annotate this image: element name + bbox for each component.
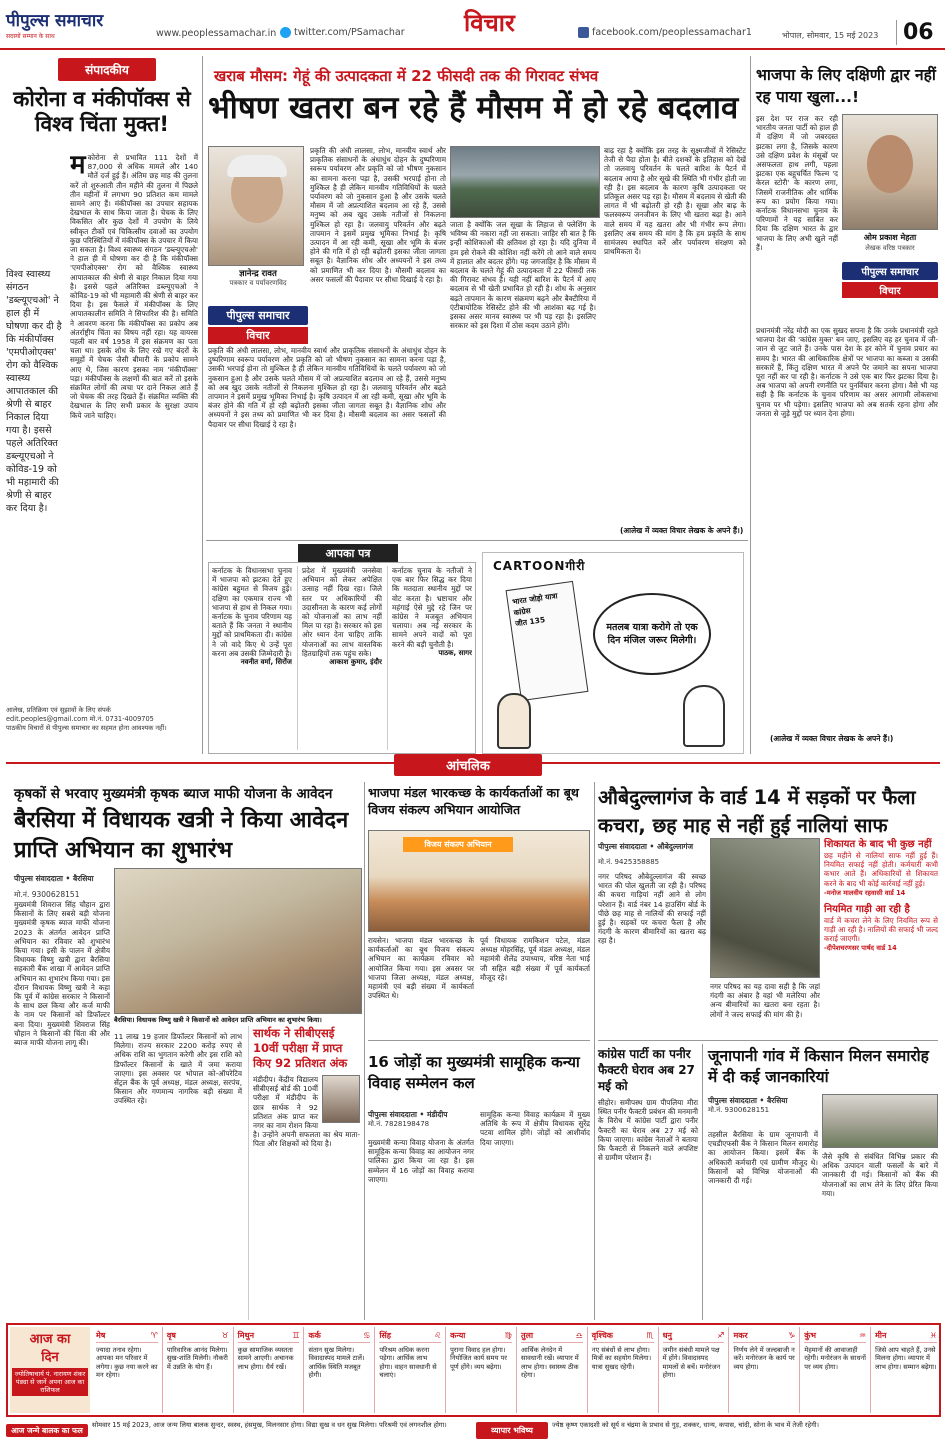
birthday-text: सोमवार 15 मई 2023, आज जन्म लिया बालक सुन्दर, स्वस्थ, हंसमुख, मिलनसार होगा। विद्या सुख व धन सुख मिलेगा। परिश्रमी एवं लगनशील होगा। bbox=[92, 1421, 447, 1429]
facebook-icon bbox=[578, 27, 589, 38]
cartoon-speech: मतलब यात्रा करोगे तो एक दिन मंजिल जरूर मिलेगी। bbox=[606, 622, 698, 646]
cartoon-header: CARTOONगीरी bbox=[493, 559, 586, 573]
right-logo-box bbox=[842, 262, 938, 298]
sign-name: मेष bbox=[96, 1331, 106, 1340]
sign-text: जमीन संबंधी मामले पक्ष में होंगे। विवादास्पद मामलों से बचें। मनोरंजन होगा। bbox=[662, 1346, 721, 1380]
sign-icon: ♉ bbox=[221, 1331, 229, 1340]
cartoon-paper bbox=[506, 581, 589, 701]
twitter-handle[interactable] bbox=[280, 27, 405, 38]
sign-icon: ♈ bbox=[150, 1331, 158, 1340]
section-title: विचार bbox=[464, 9, 515, 37]
sign-name: मिथुन bbox=[237, 1331, 255, 1340]
divider bbox=[750, 56, 751, 754]
divider bbox=[598, 1040, 938, 1041]
story5-byline: पीपुल्स संवाददाता • मंडीदीप bbox=[368, 1110, 448, 1119]
letter-2 bbox=[297, 566, 382, 750]
editorial-footer-contact: आलेख, प्रतिक्रिया एवं सुझावों के लिए संपर्क bbox=[6, 706, 111, 714]
story5-col1-text: मुख्यमंत्री कन्या विवाह योजना के अंतर्गत सामूहिक कन्या विवाह का आयोजन नगर पालिका द्वारा किया जा रहा है। इस सम्मेलन में 16 जोड़ों का विवाह कराया जाएगा। bbox=[368, 1138, 474, 1184]
story7-byline: पीपुल्स संवाददाता • बैरसिया bbox=[708, 1096, 788, 1105]
story3-photo-quote-author: -मनोज मालवीय रहवासी वार्ड 14 bbox=[824, 888, 906, 897]
story4-title: सार्थक ने सीबीएसई 10वीं परीक्षा में प्राप्त किए 92 प्रतिशत अंक bbox=[253, 1026, 348, 1070]
sign-text: जिसे आप चाहते हैं, उनसे मिलना होगा। व्यापार में लाभ होगा। सम्मान बढ़ेगा। bbox=[875, 1346, 937, 1371]
story1-mobile: मो.नं. 9300628151 bbox=[14, 890, 80, 899]
logo-text: पीपुल्स समाचार bbox=[6, 11, 104, 31]
sign-name: कर्क bbox=[308, 1331, 321, 1340]
story5-byline-box bbox=[368, 1110, 474, 1129]
divider bbox=[206, 540, 748, 541]
cartoon bbox=[482, 552, 744, 754]
story6-title: कांग्रेस पार्टी का पनीर फैक्टरी घेराव अब 27 मई को bbox=[598, 1047, 695, 1093]
letter-1 bbox=[212, 566, 292, 750]
story2-photo bbox=[368, 830, 590, 932]
sign-text: पुराना विवाद हल होगा। नियोजित कार्य समय पर पूर्ण होंगे। व्यय बढ़ेगा। bbox=[450, 1346, 507, 1371]
story3-byline-box bbox=[598, 842, 706, 867]
story3-photo bbox=[710, 838, 820, 978]
lead-col1 bbox=[310, 146, 446, 296]
sign-text: मेहमानों की आवाजाही रहेगी। मनोरंजन के साधनों पर व्यय होगा। bbox=[804, 1346, 866, 1371]
editorial-pullquote: विश्व स्वास्थ्य संगठन 'डब्ल्यूएचओ' ने हाल ही में घोषणा कर दी है कि मंकीपॉक्स 'एमपीओएक्स' रोग को वैश्विक स्वास्थ्य आपातकाल की श्रेणी से बाहर निकाल दिया गया है। इससे पहले अतिरिक्त डब्ल्यूएचओ ने कोविड-19 को भी महामारी की श्रेणी से बाहर कर दिया है। bbox=[6, 269, 62, 514]
horoscope-sign bbox=[517, 1327, 588, 1413]
story4-body: मंडीदीप। केंद्रीय विद्यालय सीबीएसई बोर्ड की 10वीं परीक्षा में मंडीदीप के छात्र सार्थक ने 92 प्रतिशत अंक प्राप्त कर नगर का नाम रोशन किया है। उन्होंने अपनी सफलता का श्रेय माता-पिता और शिक्षकों को दिया है। bbox=[253, 1075, 360, 1149]
story3-col1 bbox=[598, 872, 706, 994]
sign-text: ज्यादा तनाव रहेगा। आपका मन परिवार में लगेगा। कुछ नया करने का मन रहेगा। bbox=[96, 1346, 158, 1380]
story7-col1 bbox=[708, 1130, 818, 1320]
website[interactable]: www.peoplessamachar.in bbox=[156, 28, 277, 39]
story2-title: भाजपा मंडल भारकच्छ के कार्यकर्ताओं का बूथ विजय संकल्प अभियान आयोजित bbox=[368, 785, 579, 817]
story1-col1-text: मुख्यमंत्री शिवराज सिंह चौहान द्वारा किसानों के लिए सबसे बड़ी योजना मुख्यमंत्री कृषक ब्याज माफी योजना 2023 के अंतर्गत आवेदन प्राप्ति अभियान का रविवार को शुभारंभ किया गया। इसी के पालन में क्षेत्रीय विधायक विष्णु खत्री द्वारा बैरसिया सहकारी बैंक शाखा में आवेदन प्राप्ति अभियान का शुभारंभ किया गया। इस दौरान विधायक विष्णु खत्री ने कहा कि पूर्व में कांग्रेस सरकार ने किसानों के साथ छल किया और कर्ज माफी के नाम पर किसानों को डिफॉल्टर बना दिया। मुख्यमंत्री शिवराज सिंह चौहान ने किसानों की चिंता की और ब्याज माफी योजना लागू की। bbox=[14, 900, 110, 1048]
editorial-title: कोरोना व मंकीपॉक्स से विश्व चिंता मुक्त! bbox=[13, 87, 191, 136]
letter-3-text: कर्नाटक चुनाव के नतीजों ने एक बार फिर सिद्ध कर दिया कि मतदाता स्थानीय मुद्दों पर वोट करता है। भ्रष्टाचार और महंगाई ऐसे मुद्दे रहे जिन पर कांग्रेस ने मजबूत अभियान चलाया। अब नई सरकार के सामने अपने वादों को पूरा करने की बड़ी चुनौती है। bbox=[392, 566, 472, 649]
author-caption bbox=[208, 268, 308, 288]
story3-quote2: वार्ड में कचरा लेने के लिए नियमित रूप से गाड़ी आ रही है। नालियों की सफाई भी जल्द कराई जाएगी। bbox=[824, 915, 938, 944]
story5-col2-text: सामूहिक कन्या विवाह कार्यक्रम में मुख्य अतिथि के रूप में क्षेत्रीय विधायक सुरेंद्र पटवा शामिल होंगे। जोड़ों को आशीर्वाद दिया जाएगा। bbox=[480, 1110, 590, 1147]
sign-name: तुला bbox=[520, 1331, 534, 1340]
horoscope-sign bbox=[659, 1327, 730, 1413]
author-photo bbox=[208, 146, 304, 266]
lead-col1b bbox=[208, 346, 446, 536]
right-intro bbox=[756, 114, 838, 324]
story1-title: बैरसिया में विधायक खत्री ने किया आवेदन प्राप्ति अभियान का शुभारंभ bbox=[14, 808, 349, 863]
story3-title: औबेदुल्लागंज के वार्ड 14 में सड़कों पर फैला कचरा, छह माह से नहीं हुई नालियां साफ bbox=[598, 786, 916, 837]
sign-icon: ♍ bbox=[504, 1331, 512, 1340]
story3-quote2-author: -दीपेशचरणसर पार्षद वार्ड 14 bbox=[824, 944, 897, 953]
editorial-footer-email[interactable]: edit.peoples@gmail.com मो.नं. 0731-4009705 bbox=[6, 715, 154, 723]
story1-caption: बैरसिया। विधायक विष्णु खत्री ने किसानों को आवेदन प्राप्ति अभियान का शुभारंभ किया। bbox=[114, 1016, 322, 1024]
sign-text: पारिवारिक आनंद मिलेगा। सुख-शांति मिलेगी। नौकरी में उन्नति के योग हैं। bbox=[166, 1346, 228, 1371]
right-author-photo bbox=[842, 114, 938, 230]
lead-logo-label: विचार bbox=[208, 327, 308, 344]
letter-1-author: नवनीत वर्मा, सिरोंज bbox=[240, 658, 292, 667]
divider bbox=[702, 1044, 703, 1320]
story4 bbox=[248, 1026, 360, 1320]
letters-box bbox=[208, 562, 476, 754]
sign-text: निर्णय लेने में जल्दबाजी न करें। मनोरंजन के कार्य पर व्यय होगा। bbox=[733, 1346, 795, 1371]
story7-col1-text: तहसील बैरसिया के ग्राम जूनापानी में एचडीएफसी बैंक ने किसान मिलन समारोह का आयोजन किया। इसमें बैंक के अधिकारी कर्मचारी एवं ग्रामीण मौजूद थे। किसानों को विभिन्न योजनाओं की जानकारी दी गई। bbox=[708, 1130, 818, 1186]
story6-body: सीहोर। समीपस्थ ग्राम पीपलिया मीरा स्थित पनीर फैक्टरी प्रबंधन की मनमानी के विरोध में कांग्रेस पार्टी द्वारा पनीर फैक्टरी का घेराव अब 27 मई को किया जाएगा। कांग्रेस नेताओं ने बताया कि फैक्टरी से निकलने वाले अपशिष्ट से ग्रामीण परेशान हैं। bbox=[598, 1098, 698, 1163]
horoscope-box-title1: आज का bbox=[29, 1332, 71, 1347]
horoscope-sign bbox=[588, 1327, 659, 1413]
logo bbox=[6, 8, 156, 40]
story5-title: 16 जोड़ों का मुख्यमंत्री सामूहिक कन्या विवाह सम्मेलन कल bbox=[368, 1053, 580, 1092]
editorial bbox=[6, 58, 198, 758]
twitter-text: twitter.com/PSamachar bbox=[294, 27, 405, 38]
cartoon-paper-line2: कांग्रेस bbox=[513, 606, 532, 618]
horoscope-sign bbox=[871, 1327, 941, 1413]
cartoon-figure-left bbox=[497, 693, 531, 749]
storm-photo bbox=[450, 146, 600, 218]
letter-2-text: प्रदेश में मुख्यमंत्री जनसेवा अभियान को लेकर अपेक्षित उत्साह नहीं दिख रहा। जिले स्तर पर अधिकारियों की उदासीनता के कारण कई लोगों को योजनाओं का लाभ नहीं मिल पा रहा है। सरकार को इस ओर ध्यान देना चाहिए ताकि योजनाओं का लाभ वास्तविक हितग्राहियों तक पहुंच सके। bbox=[302, 566, 382, 658]
sign-name: वृश्चिक bbox=[591, 1331, 613, 1340]
lead-title: भीषण खतरा बन रहे हैं मौसम में हो रहे बदलाव bbox=[208, 90, 739, 126]
sign-text: आर्थिक लेनदेन में सावधानी रखें। व्यापार में लाभ होगा। स्वास्थ्य ठीक रहेगा। bbox=[520, 1346, 579, 1380]
editorial-body-col bbox=[70, 153, 198, 698]
story1-kicker: कृषकों से भरवाए मुख्यमंत्री कृषक ब्याज माफी योजना के आवेदन bbox=[14, 786, 333, 802]
letter-2-author: आकाश कुमार, इंदौर bbox=[329, 658, 382, 667]
horoscope-sign bbox=[304, 1327, 375, 1413]
lead-logo: पीपुल्स समाचार bbox=[208, 306, 308, 325]
story7-col2 bbox=[822, 1152, 938, 1320]
story2-col1-text: रायसेन। भाजपा मंडल भारकच्छ के कार्यकर्ताओं का बूथ विजय संकल्प अभियान का कार्यक्रम रविवार को आयोजित किया गया। इस अवसर पर भाजपा जिला अध्यक्ष, मंडल अध्यक्ष, महामंत्री एवं बड़ी संख्या में कार्यकर्ता उपस्थित थे। bbox=[368, 936, 474, 1001]
sign-icon: ♒ bbox=[858, 1331, 867, 1340]
letter-3-author: पाठक, सागर bbox=[438, 648, 472, 657]
horoscope-sign bbox=[375, 1327, 446, 1413]
lead-col3 bbox=[604, 146, 746, 524]
horoscope-sign bbox=[800, 1327, 871, 1413]
facebook-text: facebook.com/peoplessamachar1 bbox=[592, 27, 752, 38]
sign-name: धनु bbox=[662, 1331, 672, 1340]
letters-header: आपका पत्र bbox=[298, 544, 398, 563]
story7-mobile: मो.नं. 9300628151 bbox=[708, 1106, 770, 1114]
editorial-footer-disclaimer: पाठकीय विचारों से पीपुल्स समाचार का सहमत होना आवश्यक नहीं। bbox=[6, 724, 167, 732]
story7-photo bbox=[822, 1094, 938, 1148]
story1-photo bbox=[114, 868, 362, 1014]
sign-name: सिंह bbox=[379, 1331, 392, 1340]
right-title: भाजपा के लिए दक्षिणी द्वार नहीं रह पाया खुला...! bbox=[756, 66, 936, 106]
author-role: पत्रकार व पर्यावरणविद bbox=[229, 279, 287, 287]
horoscope-grid bbox=[92, 1327, 941, 1413]
story1-col2-text: 11 लाख 19 हजार डिफॉल्टर किसानों को लाभ मिलेगा। राज्य सरकार 2200 करोड़ रुपए से अधिक राशि का भुगतान करेगी और इस राशि को डिफॉल्टर किसानों के खाते में जमा कराया जाएगा। इस अवसर पर भोपाल को-ऑपरेटिव सेंट्रल बैंक के पूर्व अध्यक्ष, मंडल अध्यक्ष, सरपंच, किसान और गणमान्य नागरिक बड़ी संख्या में उपस्थित रहे। bbox=[114, 1032, 242, 1106]
story1-byline-text: पीपुल्स संवाददाता • बैरसिया bbox=[14, 874, 94, 883]
horoscope-sign bbox=[234, 1327, 305, 1413]
editorial-dropcap: म bbox=[70, 153, 86, 180]
lead-col1b-text: प्रकृति की अंधी लालसा, लोभ, मानवीय स्वार्थ और प्राकृतिक संसाधनों के अंधाधुंध दोहन के दुष्परिणाम स्वरूप पर्यावरण और प्रकृति को जो भीषण नुकसान का सामना करना पड़ा है, उसकी भरपाई होना तो मुश्किल है ही लेकिन मानवीय गतिविधियों के चलते पर्यावरण को जो नुकसान हुआ है और उसके चलते मौसम में जो अप्रत्याशित बदलाव आ रहे हैं, उससे मनुष्य को अब खुद उसके नतीजों से निकलना मुश्किल हो रहा है। जलवायु परिवर्तन और बढ़ते तापमान ने इसमें प्रमुख भूमिका निभाई है। कृषि उत्पादन में आ रही कमी, सूखा और भूमि के बंजर होने की गति में हो रही बढ़ोतरी इसका जीता जागता सबूत है। वैज्ञानिक शोध और अध्ययनों ने इस तथ्य को प्रमाणित भी कर दिया है। मौसमी बदलाव का असर फसलों की पैदावार पर सीधा दिखाई दे रहा है। bbox=[208, 346, 446, 429]
sign-text: परिश्रम अधिक करना पड़ेगा। आर्थिक लाभ होगा। वाहन सावधानी से चलाएं। bbox=[379, 1346, 437, 1380]
story1-col2 bbox=[114, 1032, 242, 1320]
sign-icon: ♐ bbox=[717, 1331, 725, 1340]
lead-footnote: (आलेख में व्यक्त विचार लेखक के अपने हैं।) bbox=[620, 526, 744, 535]
masthead bbox=[0, 0, 945, 50]
horoscope-box bbox=[10, 1327, 90, 1413]
divider bbox=[594, 782, 595, 1320]
sign-icon: ♎ bbox=[575, 1331, 583, 1340]
letter-1-text: कर्नाटक के विधानसभा चुनाव में भाजपा को झटका देते हुए कांग्रेस बहुमत से विजय हुई। दक्षिण का एकमात्र राज्य भी भाजपा से हाथ से निकल गया। कर्नाटक के चुनाव परिणाम यह बताते हैं कि जनता ने स्थानीय मुद्दों को प्राथमिकता दी। कांग्रेस ने जो वादे किए थे उन्हें पूरा करना अब उसकी जिम्मेदारी है। bbox=[212, 566, 292, 658]
sign-icon: ♑ bbox=[788, 1331, 796, 1340]
story2-banner: विजय संकल्प अभियान bbox=[403, 837, 513, 852]
author-hair bbox=[227, 155, 287, 177]
sign-icon: ♋ bbox=[363, 1331, 371, 1340]
story7-byline-box bbox=[708, 1096, 818, 1115]
right-author-name: ओम प्रकाश मेहता bbox=[863, 233, 917, 242]
story3-byline: पीपुल्स संवाददाता • औबेदुल्लागंज bbox=[598, 842, 694, 851]
cartoon-figure-right bbox=[683, 685, 725, 747]
right-author-face bbox=[867, 135, 913, 193]
divider bbox=[364, 782, 365, 1320]
story4-photo bbox=[322, 1075, 360, 1123]
story3-col1-text: नगर परिषद औबेदुल्लागंज की स्वच्छ भारत की पोल खुलती जा रही है। परिषद की कचरा गाड़ियां नहीं आने से लोग परेशान हैं। वार्ड नंबर 14 हाउसिंग बोर्ड के पीछे छह माह से नालियों की सफाई नहीं हुई है। सड़कों पर कचरा फैला है और गंदगी के कारण बीमारियों का खतरा बढ़ रहा है। bbox=[598, 872, 706, 946]
story2-col1 bbox=[368, 936, 474, 1028]
cartoon-paper-line3: जीत 135 bbox=[514, 615, 546, 629]
sign-name: मकर bbox=[733, 1331, 748, 1340]
sign-text: नए संबंधों से लाभ होगा। मित्रों का सहयोग मिलेगा। यात्रा सुखद रहेगी। bbox=[591, 1346, 652, 1371]
dateline: भोपाल, सोमवार, 15 मई 2023 bbox=[782, 31, 879, 40]
story3-side bbox=[824, 838, 938, 952]
right-intro-text: इस देश पर राज कर रही भारतीय जनता पार्टी को हाल ही में दक्षिण में जो जबरदस्त झटका लगा है, जिसके कारण उसे दक्षिण प्रवेश के मंसूबों पर असफलता हाथ लगी, पहला झटका एक बहुचर्चित फिल्म 'द केरल स्टोरी' के कारण लगा, जिसमें राजनीतिक और धार्मिक रूप का प्रयोग किया गया। कर्नाटक विधानसभा चुनाव के परिणामों ने यह साबित कर दिया कि दक्षिण भारत के द्वार भाजपा के लिए अभी खुले नहीं हैं। bbox=[756, 114, 838, 252]
story1-byline bbox=[14, 874, 114, 900]
business-text: ज्येष्ठ कृष्ण एकादशी को सूर्य व चंद्रमा के प्रभाव से गुड़, शक्कर, धान्य, कपास, चांदी, सोना के भाव में तेजी रहेगी। bbox=[552, 1421, 819, 1429]
story3-col2-text: नगर परिषद का यह दावा सही है कि जहां गंदगी का अंबार है वहां भी मलेरिया और अन्य बीमारियों का खतरा बना रहता है। लोगों ने जल्द सफाई की मांग की है। bbox=[710, 982, 820, 1019]
sign-icon: ♏ bbox=[646, 1331, 654, 1340]
story5-mobile: मो.नं. 7828198478 bbox=[368, 1120, 430, 1128]
birthday-label: आज जन्मे बालक का फल bbox=[6, 1424, 88, 1437]
editorial-footer bbox=[6, 706, 198, 733]
story1-col1 bbox=[14, 900, 110, 1320]
sign-icon: ♊ bbox=[292, 1331, 300, 1340]
business-label: व्यापार भविष्य bbox=[476, 1422, 548, 1439]
right-logo-label: विचार bbox=[842, 282, 938, 298]
birthday-strip bbox=[6, 1418, 941, 1442]
story5-col2 bbox=[480, 1110, 590, 1320]
sign-name: मीन bbox=[875, 1331, 887, 1340]
story7-title: जूनापानी गांव में किसान मिलन समारोह में दी कई जानकारियां bbox=[708, 1047, 929, 1086]
story3-col2 bbox=[710, 982, 820, 1038]
story3-quote2-headline: नियमित गाड़ी आ रही है bbox=[824, 903, 910, 915]
story7-col2-text: जैसे कृषि से संबंधित विभिन्न प्रकार की अधिक उत्पादन वाली फसलों के बारे में जानकारी दी गई। किसानों को बैंक की योजनाओं का लाभ लेने के लिए प्रेरित किया गया। bbox=[822, 1152, 938, 1198]
right-author-role: लेखक वरिष्ठ पत्रकार bbox=[865, 244, 915, 252]
cartoon-paper-line1: भारत जोड़ो यात्रा bbox=[511, 591, 559, 607]
right-body bbox=[756, 326, 938, 730]
editorial-tag: संपादकीय bbox=[58, 58, 156, 81]
lead-col2-text: जाता है क्योंकि जल सूखा के लिहाज से फ्लेशिंग के भविष्य की नकारा नहीं जा सकता। जाहिर सी बात है कि इन्हीं कोशिकाओं की क्षतिवश हो रहा है। यदि दुनिया में हम इसे रोकने की कोशिश नहीं करेंगे तो आने वाले समय में हालात और बदतर होंगे। यह जगजाहिर है कि मौसम में बदलाव के चलते गेहूं की उत्पादकता में 22 फीसदी तक की गिरावट संभव है। यही नहीं बारिश के पैटर्न में आए बदलाव से भी खेती प्रभावित हो रही है। शोध के अनुसार बढ़ते तापमान के कारण संक्रमण बढ़ने और बैक्टीरिया में एंटीबायोटिक रेसिस्टेंट होने की भी आशंका बढ़ गई है। इसका असर मानव स्वास्थ्य पर भी पड़ रहा है। इसलिए सरकार को इस दिशा में ठोस कदम उठाने होंगे। bbox=[450, 220, 596, 331]
horoscope-sign bbox=[92, 1327, 163, 1413]
story5-col1 bbox=[368, 1138, 474, 1320]
section-banner: आंचलिक bbox=[394, 754, 542, 776]
sign-name: कन्या bbox=[450, 1331, 466, 1340]
horoscope-box-text: ज्योतिषाचार्य पं. नारायण शंकर पंड्या से जानें अपना आज का राशिफल bbox=[12, 1368, 88, 1396]
page-number: 06 bbox=[896, 20, 934, 45]
sign-text: कुछ सामाजिक व्यस्तता सामने आएगी। अचानक लाभ होगा। धैर्य रखें। bbox=[237, 1346, 294, 1371]
sign-icon: ♓ bbox=[929, 1331, 937, 1340]
cartoon-speech-bubble bbox=[593, 593, 711, 675]
story2-col2 bbox=[480, 936, 590, 1028]
story3-photo-headline: शिकायत के बाद भी कुछ नहीं bbox=[824, 839, 932, 850]
horoscope-sign bbox=[729, 1327, 800, 1413]
story3-mobile: मो.नं. 9425358885 bbox=[598, 858, 660, 866]
logo-tagline: सदस्यों सम्मान के साथ bbox=[6, 33, 55, 40]
story2-col2-text: पूर्व विधायक रामकिशन पटेल, मंडल अध्यक्ष मोहरसिंह, पूर्व मंडल अध्यक्ष, मंडल महामंत्री शैलेंद्र उपाध्याय, वरिष्ठ नेता भाई जी सहित बड़ी संख्या में पूर्व कार्यकर्ता मौजूद रहे। bbox=[480, 936, 590, 982]
lead-logo-box bbox=[208, 306, 308, 344]
lead-col1-text: प्रकृति की अंधी लालसा, लोभ, मानवीय स्वार्थ और प्राकृतिक संसाधनों के अंधाधुंध दोहन के दुष्परिणाम स्वरूप पर्यावरण और प्रकृति को जो भीषण नुकसान का सामना करना पड़ा है, उसकी भरपाई होना तो मुश्किल है ही लेकिन मानवीय गतिविधियों के चलते पर्यावरण को जो नुकसान हुआ है और उसके चलते मौसम में जो अप्रत्याशित बदलाव आ रहे हैं, उससे मनुष्य को अब खुद उसके नतीजों से निकलना मुश्किल हो रहा है। जलवायु परिवर्तन और बढ़ते तापमान ने इसमें प्रमुख भूमिका निभाई है। कृषि उत्पादन में आ रही कमी, सूखा और भूमि के बंजर होने की गति में हो रही बढ़ोतरी इसका जीता जागता सबूत है। वैज्ञानिक शोध और अध्ययनों ने इस तथ्य को प्रमाणित भी कर दिया है। मौसमी बदलाव का असर फसलों की पैदावार पर सीधा दिखाई दे रहा है। bbox=[310, 146, 446, 284]
story3-photo-quote: छह महीने से नालियां साफ नहीं हुई हैं। नियमित सफाई नहीं होती। कर्मचारी कभी कभार आते हैं। अधिकारियों से शिकायत करने के बाद भी कोई कार्रवाई नहीं हुई। bbox=[824, 851, 938, 888]
lead-col2 bbox=[450, 220, 596, 536]
sign-name: कुंभ bbox=[804, 1331, 817, 1340]
sign-name: वृष bbox=[166, 1331, 176, 1340]
divider bbox=[368, 1040, 590, 1041]
horoscope-sign bbox=[163, 1327, 234, 1413]
lead-kicker: खराब मौसम: गेहूं की उत्पादकता में 22 फीसदी तक की गिरावट संभव bbox=[214, 67, 599, 85]
twitter-icon bbox=[280, 27, 291, 38]
section-banner-bar bbox=[6, 759, 940, 778]
divider bbox=[202, 56, 203, 754]
story6 bbox=[598, 1046, 698, 1320]
right-footnote: (आलेख में व्यक्त विचार लेखक के अपने हैं।) bbox=[770, 734, 894, 743]
lead-col3-text: बाढ़ रहा है क्योंकि इस तरह के सूक्ष्मजीवों में रेसिस्टेंट तेजी से पैदा होता है। बीते दशकों के इतिहास को देखें तो जलवायु परिवर्तन के चलते बारिश के पैटर्न में बदलाव आया है और सूखे की स्थिति भी गंभीर होती जा रही है। इस बदलाव के कारण कृषि उत्पादकता पर प्रतिकूल असर पड़ रहा है। मौसम में बदलाव से खेती की लागत में भी बढ़ोतरी हो रही है। सूखा और बाढ़ के फलस्वरूप जनजीवन के लिए भी खतरा बढ़ा है। आने वाले समय में यह खतरा और भी गंभीर रूप लेगा। इसलिए अब समय की मांग है कि हम प्रकृति के साथ सामंजस्य स्थापित करें और पर्यावरण संरक्षण को प्राथमिकता दें। bbox=[604, 146, 746, 257]
author-name: ज्ञानेन्द्र रावत bbox=[239, 269, 277, 279]
sign-icon: ♌ bbox=[433, 1331, 442, 1340]
editorial-body-text: कोरोना से प्रभावित 111 देशों में 87,000 से अधिक मामले और 140 मौतें दर्ज हुई हैं। अंतिम छह माह की तुलना करें तो शुरुआती तीन महीने की तुलना में पिछले तीन महीनों में लगभग 90 प्रतिशत कम मामले सामने आए हैं। मंकीपॉक्स का उपचार सहायक देखभाल के साथ किया जाता है। चेचक के लिए विकसित और कुछ देशों में उपयोग के लिये स्वीकृत टीकों एवं चिकित्सीय दवाओं का उपयोग कुछ परिस्थितियों में मंकीपॉक्स के उपचार में किया जा सकता है। विश्व स्वास्थ्य संगठन 'डब्ल्यूएचओ' ने हाल ही में घोषणा कर दी है कि मंकीपॉक्स 'एमपीओएक्स' रोग को वैश्विक स्वास्थ्य आपातकाल की श्रेणी से बाहर निकाल दिया गया है। इससे पहले अतिरिक्त डब्ल्यूएचओ ने कोविड-19 को भी महामारी की श्रेणी से बाहर कर दिया है। इस फैसले में मंकीपॉक्स के लिए आपातकालीन समिति ने सिफारिश की है। समिति ने आवरण करना कि मंकीपॉक्स का प्रकोप अब अंतर्राष्ट्रीय चिंता का विषय नहीं रहा। यह वायरस पहली बार वर्ष 1958 में इस संक्रमण का पता चला था। इसके शोध के लिए रखे गए बंदरों के समूहों में चेचक जैसी बीमारी के प्रकोप सामने आए थे, जिस कारण इसका नाम 'मंकीपॉक्स' पड़ा। मंकीपॉक्स के लक्षणों की बात करें तो इसके संक्रमित लोगों की त्वचा पर दाने निकल आते हैं जो चेचक की तरह दिखते हैं। संक्रमित व्यक्ति की देखभाल के लिए सभी प्रकार के सुरक्षा उपाय किये जाने चाहिए। bbox=[70, 153, 198, 420]
letter-3 bbox=[387, 566, 472, 750]
right-logo: पीपुल्स समाचार bbox=[842, 262, 938, 280]
sign-text: संतान सुख मिलेगा। विवादास्पद मामले टालें। आर्थिक स्थिति मजबूत होगी। bbox=[308, 1346, 365, 1380]
right-body-text: प्रधानमंत्री नरेंद्र मोदी का एक सुखद सपना है कि उनके प्रधानमंत्री रहते भाजपा देश की 'कांग्रेस मुक्त' बन जाए, इसलिए वह हर चुनाव में जी-जान से जुट जाते हैं। उनके पास देश के हर कोने में चुनाव प्रचार का समय है। भारत की आधिकारिक क्षेत्रों पर भाजपा का कब्जा व उसकी सरकारें हैं, किंतु दक्षिण भारत में अपने पैर जमाने का सपना भाजपा पूरा नहीं कर पा रही है। कर्नाटक ने उसे एक बार फिर झटका दिया है। अब भाजपा को अपनी रणनीति पर पुनर्विचार करना होगा। वैसे भी यह सही है कि कर्नाटक के चुनाव परिणाम का असर आगामी लोकसभा चुनाव पर भी पड़ेगा। इसलिए भाजपा को अब सतर्क रहना होगा और जनता से जुड़े मुद्दों पर ध्यान देना होगा। bbox=[756, 326, 938, 418]
horoscope-box-title2: दिन bbox=[41, 1350, 59, 1365]
right-author-caption bbox=[842, 232, 938, 252]
editorial-body bbox=[70, 153, 198, 420]
facebook-handle[interactable] bbox=[578, 27, 752, 38]
horoscope-sign bbox=[446, 1327, 517, 1413]
